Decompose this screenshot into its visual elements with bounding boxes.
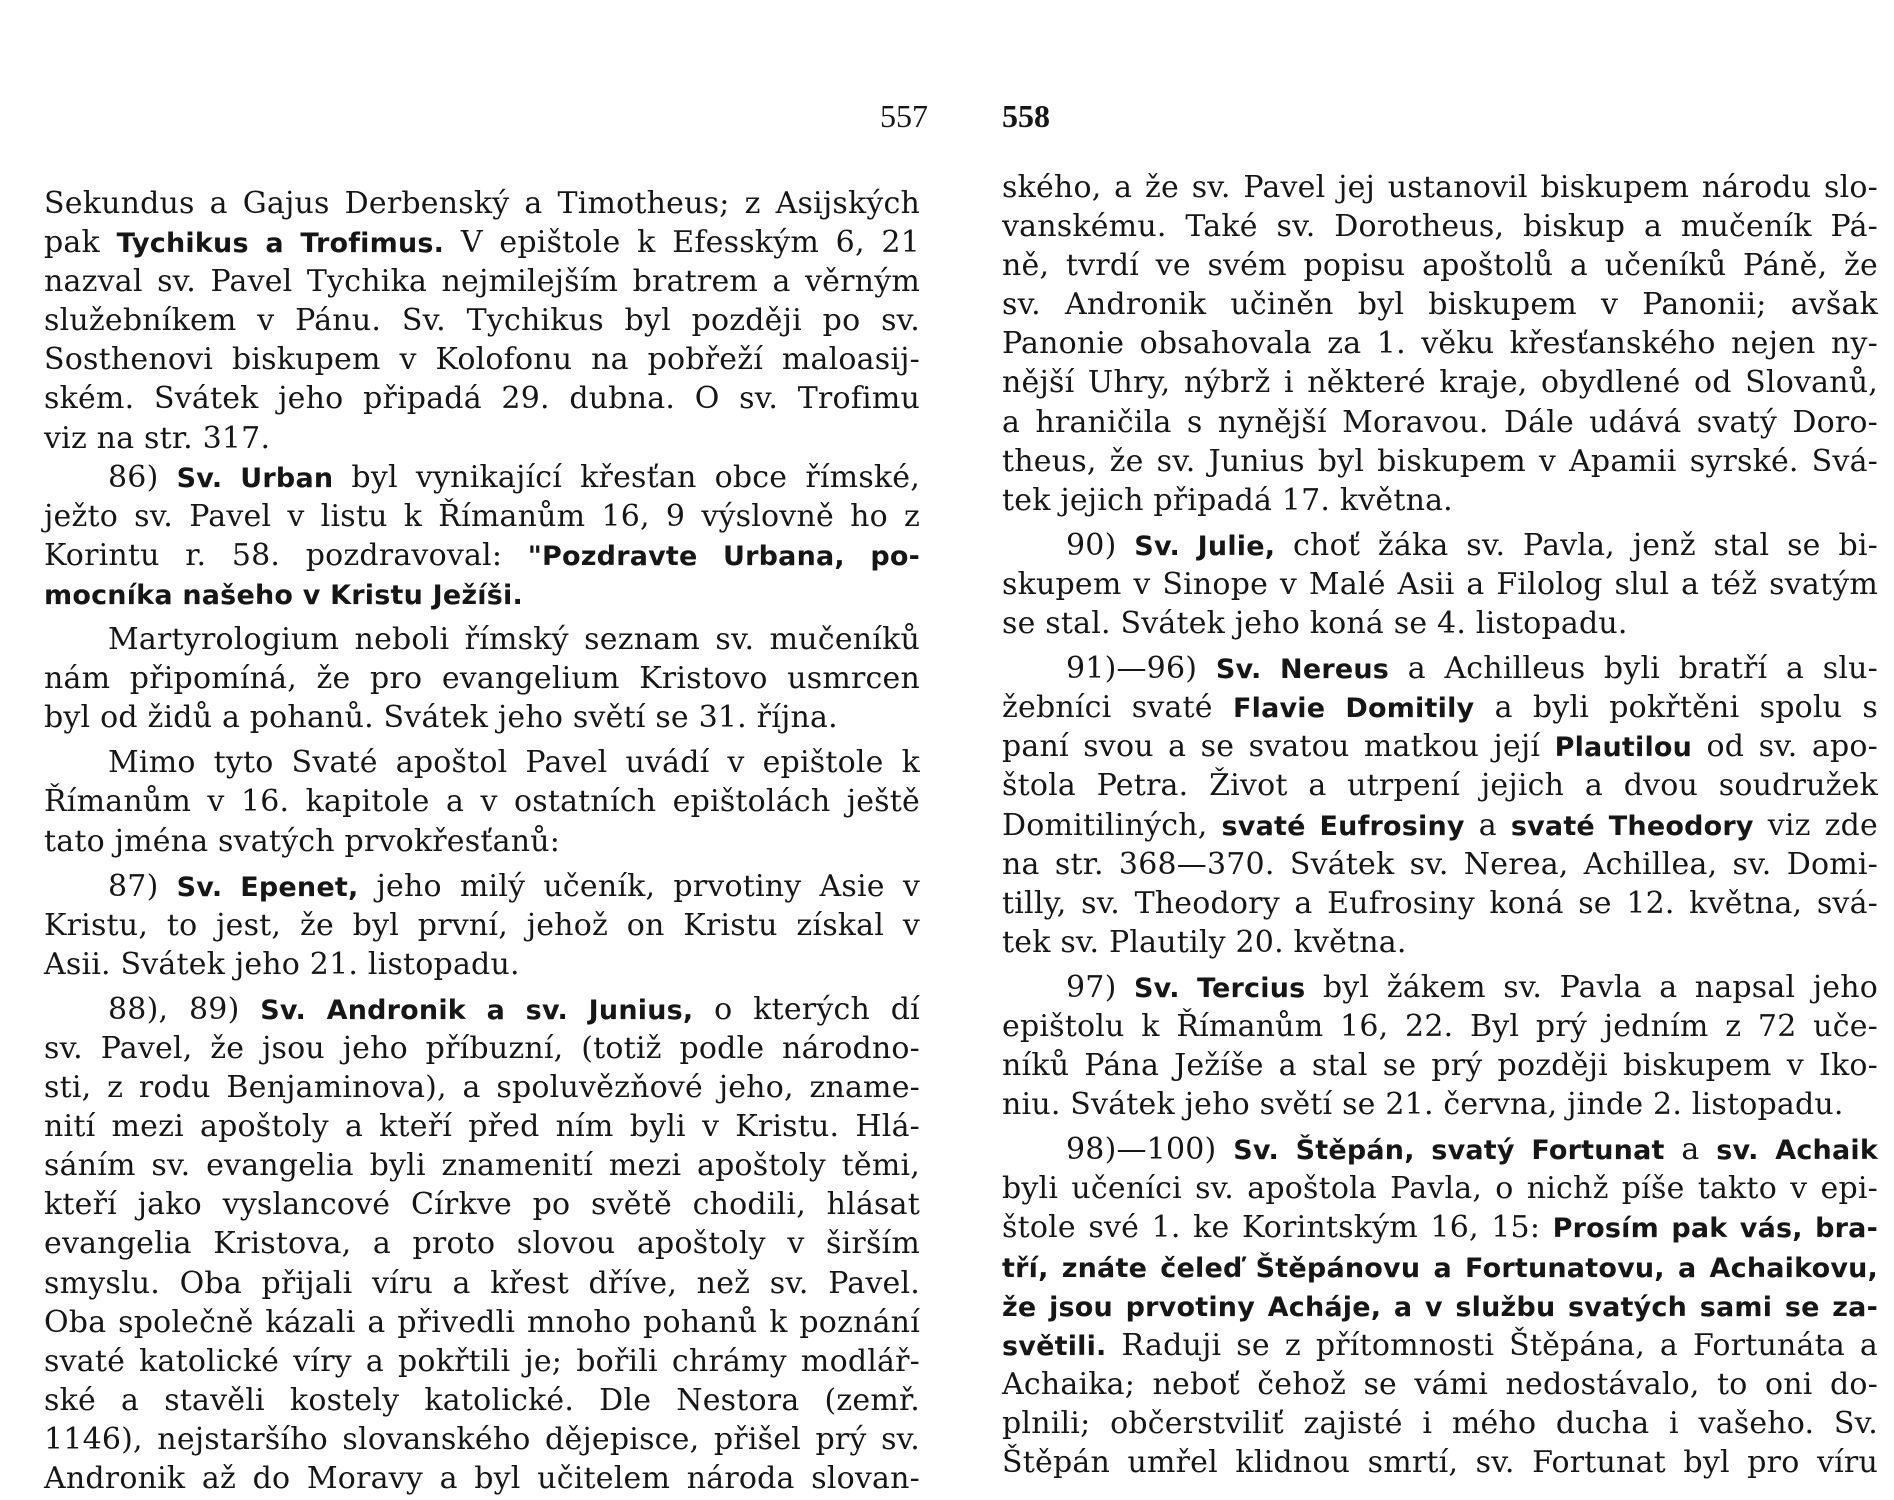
text-line: ně, tvrdí ve svém popisu apoštolů a učeníků Páně, že bbox=[1002, 248, 1878, 284]
text-line: sti, z rodu Benjaminova), a spoluvězňové jeho, zname- bbox=[44, 1070, 920, 1106]
text-line: svaté katolické víry a pokřtili je; bořili chrámy modlář- bbox=[44, 1343, 920, 1379]
text-line bbox=[1002, 526, 1878, 565]
text-run: a Achilleus byli bratří a slu- bbox=[1389, 651, 1878, 687]
text-line: tek jejich připadá 17. května. bbox=[1002, 482, 1453, 518]
text-line: nám připomíná, že pro evangelium Kristovo usmrcen bbox=[44, 661, 920, 697]
text-run: V epištole k Efesským 6, 21 bbox=[444, 225, 920, 261]
text-line: smyslu. Oba přijali víru a křest dříve, než sv. Pavel. bbox=[44, 1265, 920, 1301]
text-run: 86) bbox=[108, 459, 177, 495]
text-line: tek sv. Plautily 20. května. bbox=[1002, 924, 1407, 960]
bold-name: že jsou prvotiny Acháje, a v službu svatých sami se za- bbox=[1002, 1291, 1878, 1323]
text-line: štola Petra. Život a utrpení jejich a dvou soudružek bbox=[1002, 768, 1878, 804]
text-line: byl od židů a pohanů. Svátek jeho světí se 31. října. bbox=[44, 700, 838, 736]
text-line: ježto sv. Pavel v listu k Římanům 16, 9 výslovně ho z bbox=[44, 498, 920, 534]
bold-name: svaté Theodory bbox=[1510, 810, 1754, 842]
text-line: Mimo tyto Svaté apoštol Pavel uvádí v epištole k bbox=[108, 745, 920, 781]
text-line: theus, že sv. Junius byl biskupem v Apamii syrské. Svá- bbox=[1002, 443, 1878, 479]
text-line: ského, a že sv. Pavel jej ustanovil biskupem národu slo- bbox=[1002, 170, 1878, 205]
text-line: sv. Pavel, že jsou jeho příbuzní, (totiž podle národno- bbox=[44, 1030, 920, 1066]
text-run: pak bbox=[44, 225, 117, 261]
text-line: služebníkem v Pánu. Sv. Tychikus byl později po sv. bbox=[44, 303, 920, 339]
text-run: a byli pokřtěni spolu s bbox=[1474, 690, 1878, 726]
text-line: nější Uhry, nýbrž i některé kraje, obydlené od Slovanů, bbox=[1002, 365, 1878, 401]
text-run: 97) bbox=[1066, 969, 1134, 1005]
text-line: Štěpán umřel klidnou smrtí, sv. Fortunat byl pro víru bbox=[1002, 1445, 1878, 1480]
text-line bbox=[44, 990, 920, 1029]
text-line bbox=[44, 867, 920, 906]
page-number: 557 bbox=[880, 98, 928, 134]
text-line: níků Pána Ježíše a stal se prý později biskupem v Iko- bbox=[1002, 1048, 1878, 1084]
bold-name: mocníka našeho v Kristu Ježíši. bbox=[44, 579, 523, 611]
bold-name: Sv. Andronik a sv. Junius, bbox=[260, 994, 694, 1026]
text-line: Martyrologium neboli římský seznam sv. mučeníků bbox=[108, 622, 920, 658]
text-run: a bbox=[1464, 807, 1511, 843]
text-line: niu. Svátek jeho světí se 21. června, jinde 2. listopadu. bbox=[1002, 1087, 1844, 1123]
bold-name: "Pozdravte Urbana, po- bbox=[527, 540, 920, 572]
text-line bbox=[44, 575, 920, 614]
text-run: štole své 1. ke Korintským 16, 15: bbox=[1002, 1210, 1553, 1246]
text-line bbox=[1002, 649, 1878, 688]
text-line: kteří jako vyslancové Církve po světě chodili, hlásat bbox=[44, 1187, 920, 1223]
text-line: Oba společně kázali a přivedli mnoho pohanů k poznání bbox=[44, 1304, 920, 1340]
bold-name: Tychikus a Trofimus. bbox=[116, 228, 445, 260]
text-line bbox=[1002, 1248, 1878, 1287]
text-line: tato jména svatých prvokřesťanů: bbox=[44, 823, 561, 859]
text-run: byl žákem sv. Pavla a napsal jeho bbox=[1305, 969, 1878, 1005]
text-run: paní svou a se svatou matkou její bbox=[1002, 729, 1555, 765]
text-line: skupem v Sinope v Malé Asii a Filolog slul a též svatým bbox=[1002, 566, 1878, 602]
text-line: evangelia Kristova, a proto slovou apoštoly v širším bbox=[44, 1226, 920, 1262]
bold-name: Sv. Nereus bbox=[1215, 654, 1390, 686]
bold-name: Flavie Domitily bbox=[1232, 693, 1475, 725]
text-line bbox=[1002, 1130, 1878, 1169]
bold-name: světili. bbox=[1002, 1330, 1107, 1362]
text-run: a bbox=[1664, 1132, 1717, 1168]
text-run: od sv. apo- bbox=[1692, 729, 1878, 765]
bold-name: Sv. Epenet, bbox=[176, 871, 359, 903]
right-page-text bbox=[1002, 168, 1878, 1482]
bold-name: tří, znáte čeleď Štěpánovu a Fortunatovu, a Achaikovu, bbox=[1002, 1252, 1878, 1284]
text-run: 87) bbox=[108, 868, 177, 904]
text-run: o kterých dí bbox=[693, 991, 920, 1027]
text-run: 88), 89) bbox=[108, 991, 261, 1027]
bold-name: Sv. Štěpán, svatý Fortunat bbox=[1233, 1135, 1665, 1167]
text-run: Domitiliných, bbox=[1002, 807, 1222, 843]
text-line: byli učeníci sv. apoštola Pavla, o nichž píše takto v epi- bbox=[1002, 1171, 1878, 1207]
text-line bbox=[44, 223, 920, 262]
bold-name: sv. Achaik bbox=[1716, 1135, 1879, 1167]
text-line bbox=[1002, 727, 1878, 766]
text-line bbox=[44, 536, 920, 575]
text-line: Panonie obsahovala za 1. věku křesťanského nejen ny- bbox=[1002, 326, 1878, 362]
left-page bbox=[44, 0, 928, 1500]
text-line: ském. Svátek jeho připadá 29. dubna. O sv. Trofimu bbox=[44, 381, 920, 417]
text-line: viz na str. 317. bbox=[44, 420, 271, 456]
text-line: sv. Andronik učiněn byl biskupem v Panonii; avšak bbox=[1002, 287, 1878, 323]
text-line bbox=[1002, 1326, 1878, 1365]
text-line: a hraničila s nynější Moravou. Dále udává svatý Doro- bbox=[1002, 404, 1878, 440]
text-line bbox=[1002, 688, 1878, 727]
text-line: ské a stavěli kostely katolické. Dle Nestora (zemř. bbox=[44, 1382, 920, 1418]
text-line: Kristu, to jest, že byl první, jehož on Kristu získal v bbox=[44, 907, 920, 943]
text-line: Sekundus a Gajus Derbenský a Timotheus; z Asijských bbox=[44, 186, 920, 221]
text-line bbox=[44, 458, 920, 497]
text-line: 1146), nejstaršího slovanského dějepisce, přišel prý sv. bbox=[44, 1421, 920, 1457]
text-line: Andronik až do Moravy a byl učitelem národa slovan- bbox=[44, 1461, 920, 1496]
text-line: Asii. Svátek jeho 21. listopadu. bbox=[44, 946, 520, 982]
text-run: jeho milý učeník, prvotiny Asie v bbox=[358, 868, 920, 904]
bold-name: Sv. Urban bbox=[176, 462, 334, 494]
text-run: 98)—100) bbox=[1066, 1132, 1234, 1168]
bold-name: svaté Eufrosiny bbox=[1221, 810, 1465, 842]
text-run: Raduji se z přítomnosti Štěpána, a Fortunáta a bbox=[1106, 1327, 1878, 1363]
text-run: žebníci svaté bbox=[1002, 690, 1233, 726]
text-line: nazval sv. Pavel Tychika nejmilejším bratrem a věrným bbox=[44, 264, 920, 300]
left-page-text bbox=[44, 184, 920, 1498]
text-line bbox=[1002, 968, 1878, 1007]
right-page bbox=[1002, 0, 1878, 1500]
text-run: choť žáka sv. Pavla, jenž stal se bi- bbox=[1275, 527, 1878, 563]
text-line: vanskému. Také sv. Dorotheus, biskup a mučeník Pá- bbox=[1002, 209, 1878, 245]
text-line bbox=[1002, 806, 1878, 845]
text-run: 91)—96) bbox=[1066, 651, 1216, 687]
text-line: Římanům v 16. kapitole a v ostatních epištolách ještě bbox=[44, 784, 920, 820]
text-run: viz zde bbox=[1753, 807, 1879, 843]
bold-name: Plautilou bbox=[1554, 732, 1693, 764]
bold-name: Sv. Tercius bbox=[1133, 972, 1306, 1004]
text-line: nití mezi apoštoly a kteří před ním byli v Kristu. Hlá- bbox=[44, 1109, 920, 1145]
text-line: Sosthenovi biskupem v Kolofonu na pobřeží maloasij- bbox=[44, 342, 920, 378]
text-line: na str. 368—370. Svátek sv. Nerea, Achillea, sv. Domi- bbox=[1002, 846, 1878, 882]
text-line bbox=[1002, 1208, 1878, 1247]
text-run: byl vynikající křesťan obce římské, bbox=[333, 459, 920, 495]
text-run: Korintu r. 58. pozdravoval: bbox=[44, 537, 528, 573]
bold-name: Sv. Julie, bbox=[1134, 530, 1276, 562]
text-line: se stal. Svátek jeho koná se 4. listopadu. bbox=[1002, 606, 1628, 642]
page-number: 558 bbox=[1002, 98, 1050, 134]
text-line: sáním sv. evangelia byli znamenití mezi apoštoly těmi, bbox=[44, 1148, 920, 1184]
text-line: plnili; občerstviliť zajisté i mého ducha i vašeho. Sv. bbox=[1002, 1405, 1878, 1441]
text-line: epištolu k Římanům 16, 22. Byl prý jedním z 72 uče- bbox=[1002, 1008, 1878, 1044]
text-line: tilly, sv. Theodory a Eufrosiny koná se 12. května, svá- bbox=[1002, 885, 1878, 921]
text-line bbox=[1002, 1287, 1878, 1326]
bold-name: Prosím pak vás, bra- bbox=[1552, 1213, 1878, 1245]
text-line: Achaika; neboť čehož se vámi nedostávalo, to oni do- bbox=[1002, 1366, 1878, 1402]
text-run: 90) bbox=[1066, 527, 1135, 563]
